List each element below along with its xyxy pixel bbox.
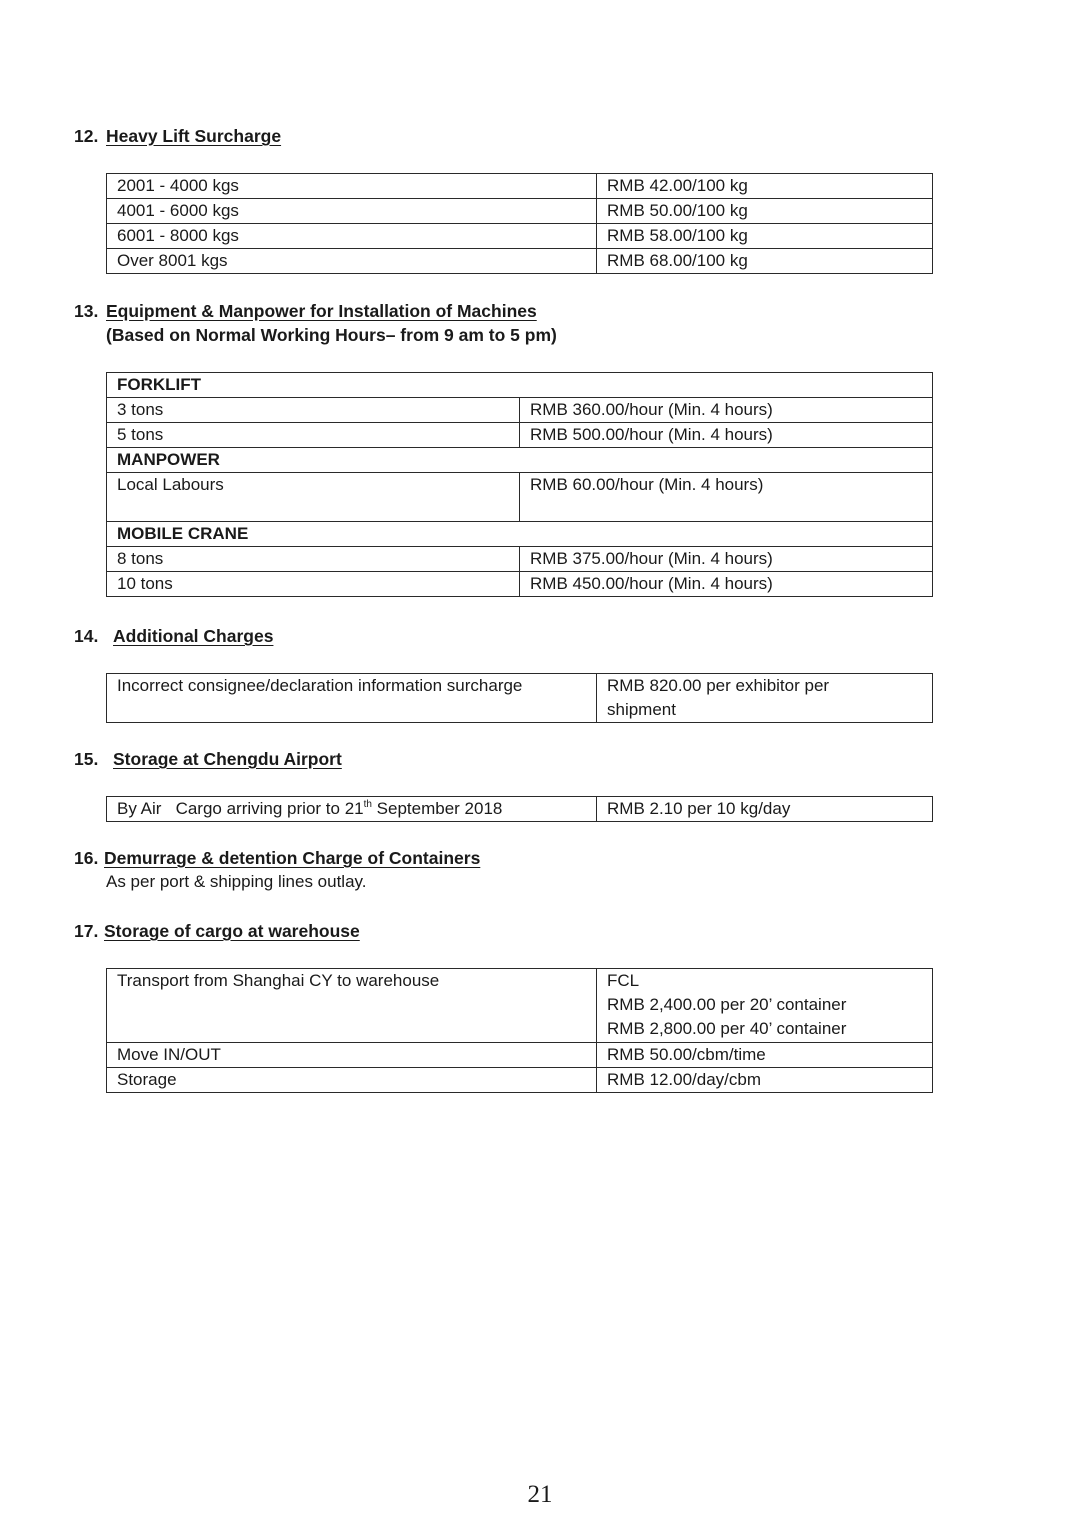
forklift-header: FORKLIFT (107, 373, 933, 398)
section-14-heading (74, 626, 273, 647)
table-row (107, 969, 933, 1043)
rate: RMB 58.00/100 kg (597, 224, 933, 249)
table-row (107, 797, 933, 822)
table-row (107, 1068, 933, 1093)
rate: RMB 50.00/100 kg (597, 199, 933, 224)
labour-type: Local Labours (107, 473, 520, 522)
group-header-row (107, 448, 933, 473)
airport-storage-table (106, 796, 933, 822)
rate: RMB 500.00/hour (Min. 4 hours) (520, 423, 933, 448)
rate-line: RMB 2,800.00 per 40’ container (607, 1019, 847, 1038)
section-number: 16. (74, 848, 99, 868)
section-16-note: As per port & shipping lines outlay. (106, 872, 367, 891)
page-number: 21 (527, 1481, 553, 1508)
section-title: Additional Charges (113, 626, 274, 646)
group-header-row (107, 522, 933, 547)
group-header-row (107, 373, 933, 398)
rate-line: RMB 2,400.00 per 20’ container (607, 995, 847, 1014)
section-title: Equipment & Manpower for Installation of Machines (106, 301, 537, 321)
rate: RMB 68.00/100 kg (597, 249, 933, 274)
rate-line: FCL (607, 971, 640, 990)
equipment-size: 10 tons (107, 572, 520, 597)
table-row (107, 224, 933, 249)
table-row (107, 473, 933, 522)
equipment-table (106, 372, 933, 597)
section-13-subtitle: (Based on Normal Working Hours– from 9 am to 5 pm) (106, 325, 557, 345)
rate: RMB 375.00/hour (Min. 4 hours) (520, 547, 933, 572)
rate: RMB 360.00/hour (Min. 4 hours) (520, 398, 933, 423)
rate-line: RMB 820.00 per exhibitor per (607, 676, 830, 695)
section-number: 15. (74, 749, 99, 769)
section-title: Demurrage & detention Charge of Containers (104, 848, 481, 868)
table-row (107, 423, 933, 448)
weight-range: 6001 - 8000 kgs (107, 224, 597, 249)
charge-description: Incorrect consignee/declaration information surcharge (107, 674, 597, 723)
section-17-heading (74, 921, 360, 942)
rate: RMB 450.00/hour (Min. 4 hours) (520, 572, 933, 597)
rate: RMB 42.00/100 kg (597, 174, 933, 199)
service-description: Transport from Shanghai CY to warehouse (107, 969, 597, 1043)
rate-line: shipment (607, 700, 676, 719)
rate: RMB 60.00/hour (Min. 4 hours) (520, 473, 933, 522)
section-12-heading (74, 126, 281, 147)
table-row (107, 398, 933, 423)
service-description: Move IN/OUT (107, 1043, 597, 1068)
section-13-heading (74, 301, 537, 322)
section-16-heading (74, 848, 480, 869)
section-title: Storage of cargo at warehouse (104, 921, 360, 941)
table-row (107, 199, 933, 224)
section-number: 14. (74, 626, 99, 646)
heavy-lift-table (106, 173, 933, 274)
section-number: 12. (74, 126, 99, 146)
description-text: By Air Cargo arriving prior to 21 (117, 799, 364, 818)
rate (597, 969, 933, 1043)
table-row (107, 1043, 933, 1068)
description-text: September 2018 (371, 799, 503, 818)
section-number: 13. (74, 301, 99, 321)
rate: RMB 50.00/cbm/time (597, 1043, 933, 1068)
table-row (107, 547, 933, 572)
equipment-size: 3 tons (107, 398, 520, 423)
ordinal-suffix: th (363, 799, 372, 810)
section-15-heading (74, 749, 342, 770)
additional-charges-table (106, 673, 933, 723)
section-title: Storage at Chengdu Airport (113, 749, 342, 769)
weight-range: 2001 - 4000 kgs (107, 174, 597, 199)
table-row (107, 572, 933, 597)
service-description: Storage (107, 1068, 597, 1093)
weight-range: Over 8001 kgs (107, 249, 597, 274)
section-number: 17. (74, 921, 99, 941)
warehouse-storage-table (106, 968, 933, 1093)
manpower-header: MANPOWER (107, 448, 933, 473)
equipment-size: 5 tons (107, 423, 520, 448)
rate: RMB 12.00/day/cbm (597, 1068, 933, 1093)
rate (597, 674, 933, 723)
table-row (107, 174, 933, 199)
table-row (107, 674, 933, 723)
equipment-size: 8 tons (107, 547, 520, 572)
table-row (107, 249, 933, 274)
weight-range: 4001 - 6000 kgs (107, 199, 597, 224)
section-title: Heavy Lift Surcharge (106, 126, 282, 146)
crane-header: MOBILE CRANE (107, 522, 933, 547)
storage-description (107, 797, 597, 822)
rate: RMB 2.10 per 10 kg/day (597, 797, 933, 822)
